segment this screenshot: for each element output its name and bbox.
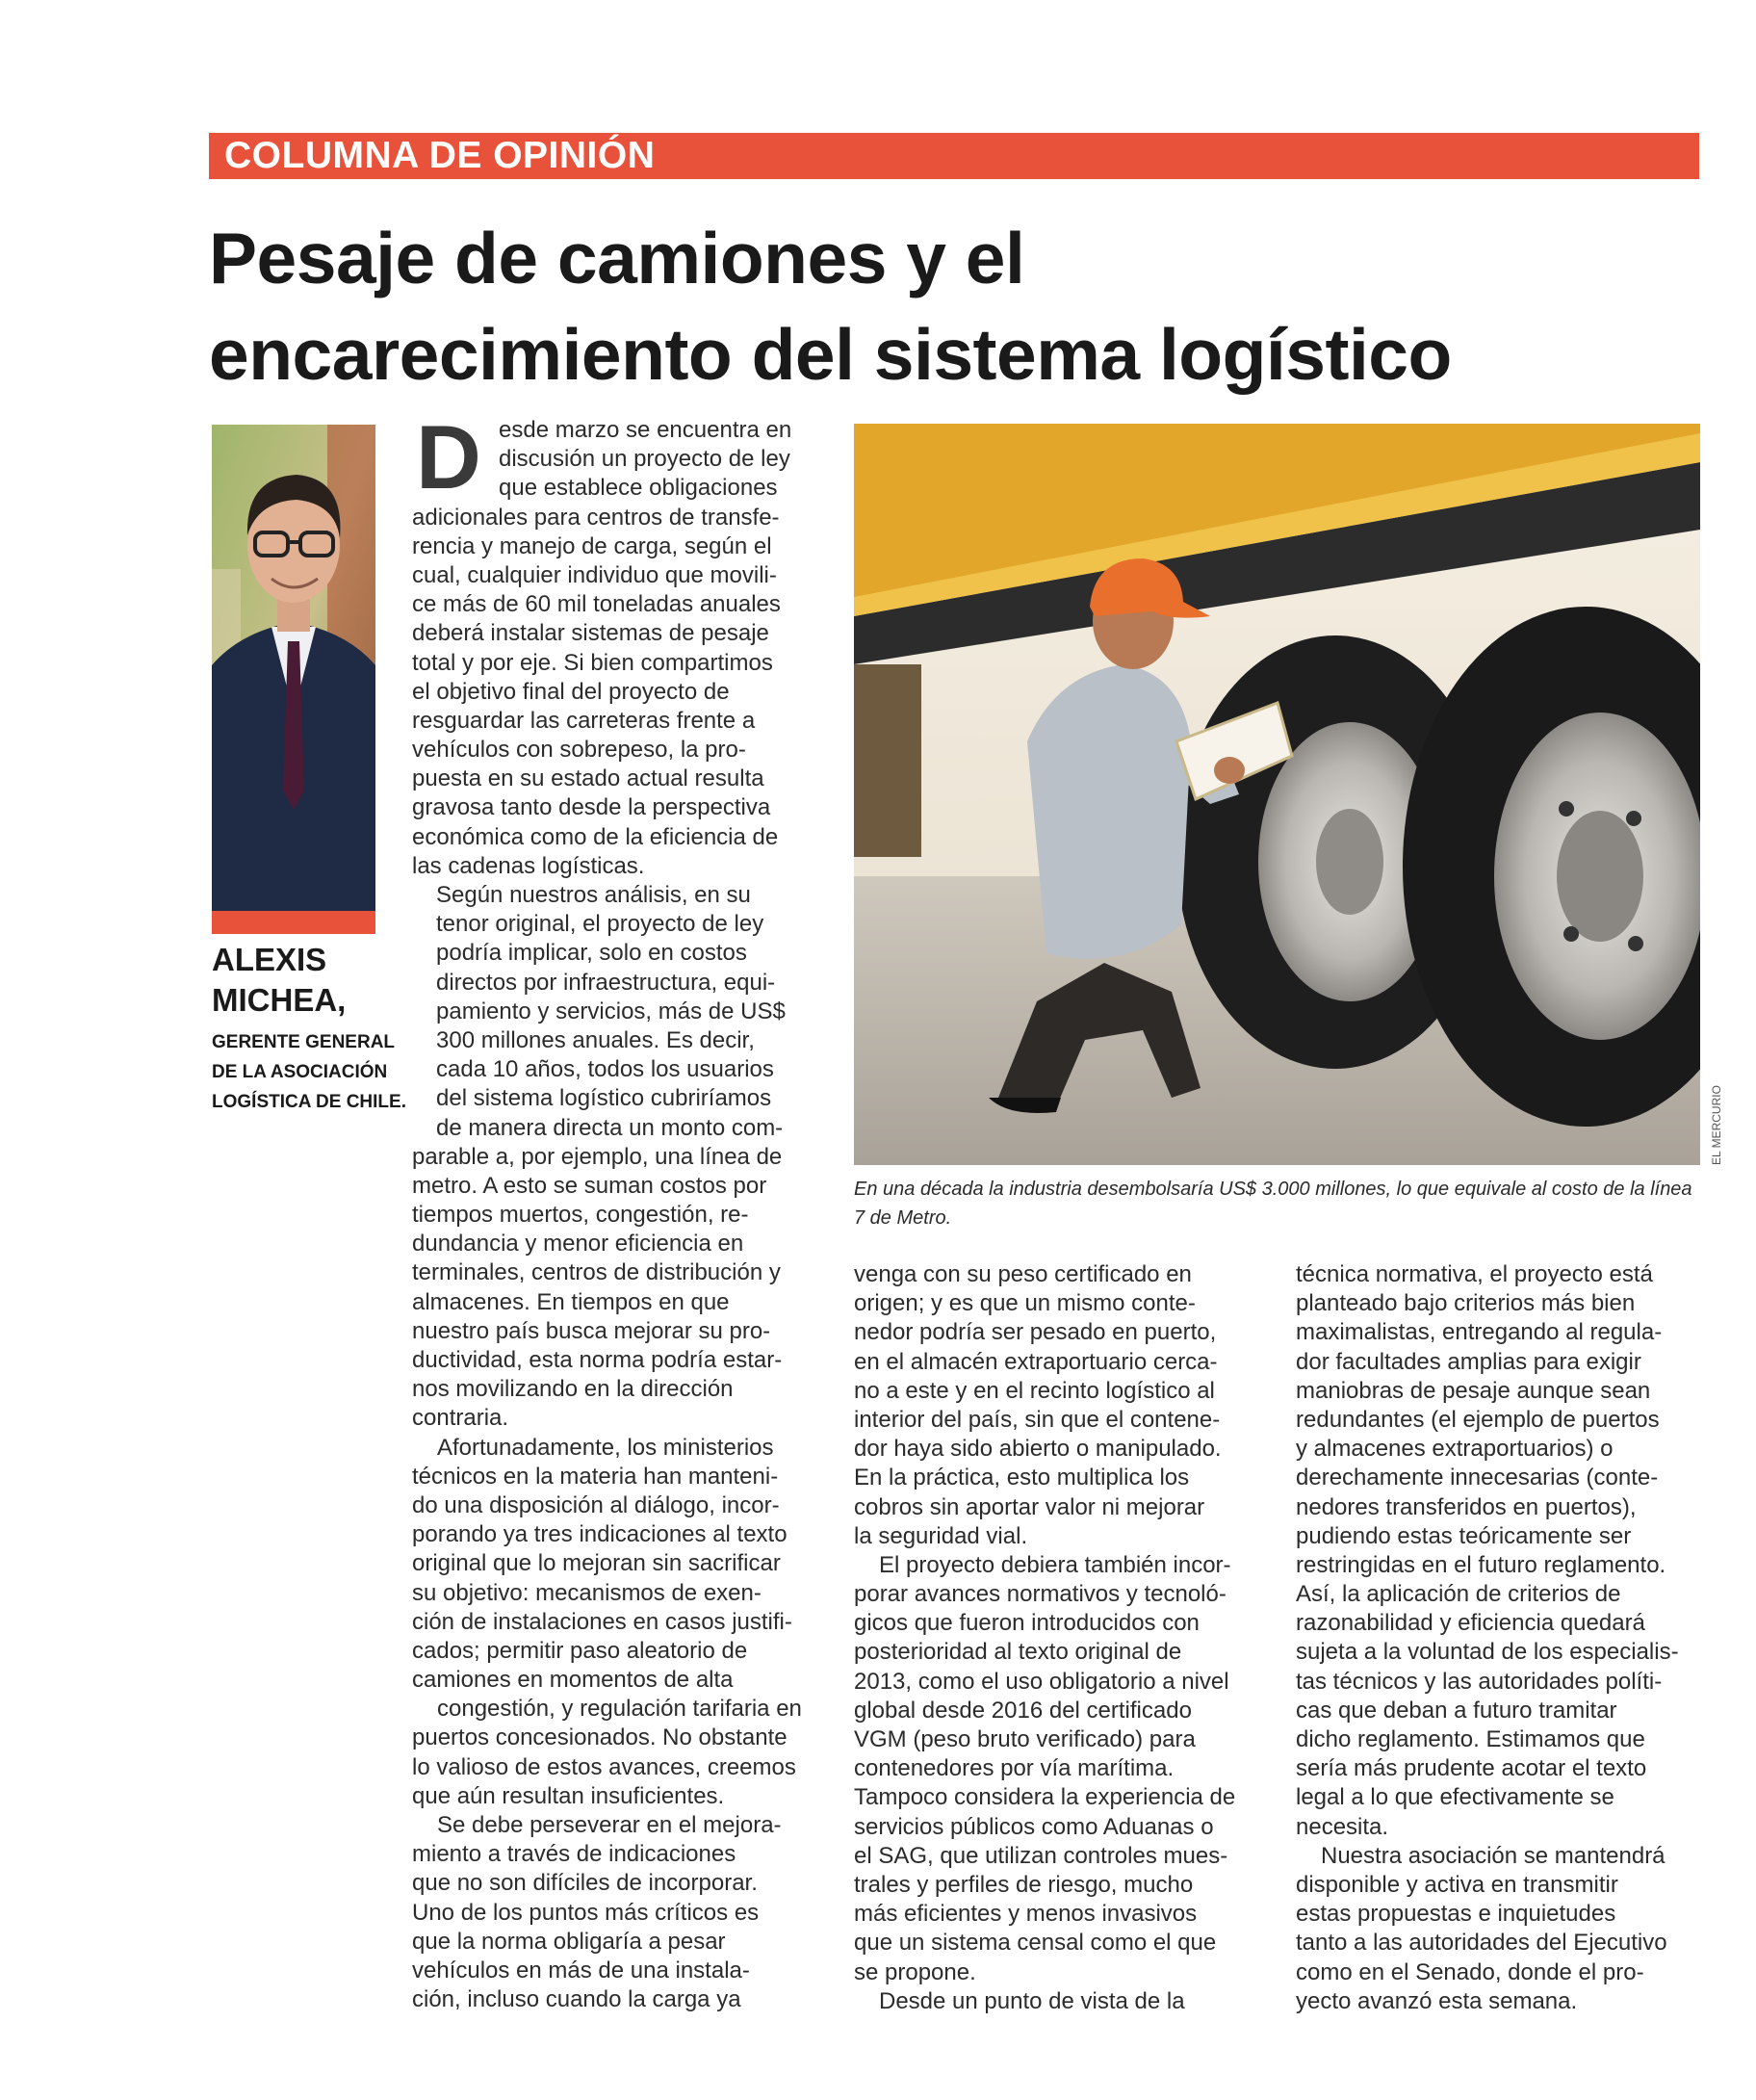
article-line: rencia y manejo de carga, según el (412, 532, 772, 559)
article-line: tiempos muertos, congestión, re- (412, 1202, 749, 1229)
article-line: cados; permitir paso aleatorio de (412, 1637, 748, 1664)
article-line: más eficientes y menos invasivos (854, 1901, 1198, 1928)
article-line: Desde un punto de vista de la (879, 1987, 1185, 2014)
photo-caption-line-1: En una década la industria desembolsaría US$ 3.000 millones, lo que equivale al costo de la línea (854, 1179, 1692, 1200)
article-line: podría implicar, solo en costos (436, 940, 747, 967)
article-line: servicios públicos como Aduanas o (854, 1813, 1214, 1840)
article-line: Se debe perseverar en el mejora- (437, 1812, 782, 1838)
article-line: nos movilizando en la dirección (412, 1376, 734, 1403)
article-line: cobros sin aportar valor ni mejorar (854, 1493, 1205, 1520)
article-line: derechamente innecesarias (conte- (1296, 1465, 1659, 1491)
author-name-line-1: ALEXIS (212, 942, 327, 977)
article-line: tanto a las autoridades del Ejecutivo (1296, 1930, 1667, 1957)
article-line: las cadenas logísticas. (412, 852, 645, 879)
article-line: total y por eje. Si bien compartimos (412, 649, 773, 676)
article-line: necesita. (1296, 1813, 1389, 1840)
article-line: pamiento y servicios, más de US$ (436, 998, 786, 1024)
article-line: gicos que fueron introducidos con (854, 1610, 1200, 1637)
article-line: camiones en momentos de alta (412, 1667, 734, 1694)
article-line: dor haya sido abierto o manipulado. (854, 1436, 1222, 1463)
article-line: maniobras de pesaje aunque sean (1296, 1377, 1651, 1404)
headline (209, 210, 1711, 402)
article-line: VGM (peso bruto verificado) para (854, 1726, 1196, 1752)
headline-line-2: encarecimiento del sistema logístico (209, 314, 1452, 395)
article-line: que la norma obligaría a pesar (412, 1928, 726, 1955)
article-line: el SAG, que utilizan controles mues- (854, 1842, 1228, 1869)
article-line: maximalistas, entregando al regula- (1296, 1319, 1663, 1346)
article-line: Uno de los puntos más críticos es (412, 1899, 760, 1926)
article-line: vehículos con sobrepeso, la pro- (412, 737, 746, 764)
article-line: dicho reglamento. Estimamos que (1296, 1726, 1645, 1752)
article-line: la seguridad vial. (854, 1522, 1028, 1549)
article-line: trales y perfiles de riesgo, mucho (854, 1871, 1194, 1898)
article-line: y almacenes extraportuarios) o (1296, 1436, 1614, 1463)
section-label: COLUMNA DE OPINIÓN (224, 135, 656, 176)
author-role-line-2: DE LA ASOCIACIÓN (212, 1062, 388, 1082)
article-line: contenedores por vía marítima. (854, 1755, 1175, 1782)
article-line: ción de instalaciones en casos justifi- (412, 1608, 792, 1635)
article-line: Según nuestros análisis, en su (436, 882, 751, 908)
article-line: 2013, como el uso obligatorio a nivel (854, 1668, 1229, 1695)
article-line: que no son difíciles de incorporar. (412, 1870, 758, 1897)
article-line: almacenes. En tiempos en que (412, 1288, 730, 1315)
article-line: su objetivo: mecanismos de exen- (412, 1579, 762, 1606)
article-line: tas técnicos y las autoridades políti- (1296, 1668, 1663, 1695)
article-line: razonabilidad y eficiencia quedará (1296, 1610, 1645, 1637)
article-line: global desde 2016 del certificado (854, 1697, 1192, 1724)
article-line: el objetivo final del proyecto de (412, 678, 730, 705)
article-line: puertos concesionados. No obstante (412, 1724, 788, 1751)
article-line: 300 millones anuales. Es decir, (436, 1026, 755, 1053)
article-line: porando ya tres indicaciones al texto (412, 1521, 788, 1548)
headline-line-1: Pesaje de camiones y el (209, 218, 1025, 298)
article-line: deberá instalar sistemas de pesaje (412, 620, 769, 647)
article-line: Tampoco considera la experiencia de (854, 1784, 1236, 1811)
article-line: sería más prudente acotar el texto (1296, 1755, 1647, 1782)
article-line: Afortunadamente, los ministerios (437, 1434, 774, 1461)
article-line: planteado bajo criterios más bien (1296, 1290, 1636, 1317)
article-line: tenor original, el proyecto de ley (436, 911, 764, 938)
drop-cap: D (416, 406, 481, 507)
article-column-3 (1296, 1260, 1679, 2016)
article-line: resguardar las carreteras frente a (412, 707, 756, 734)
article-line: yecto avanzó esta semana. (1296, 1987, 1578, 2014)
article-line: lo valioso de estos avances, creemos (412, 1753, 796, 1780)
article-line: nedor podría ser pesado en puerto, (854, 1319, 1217, 1346)
article-line: adicionales para centros de transfe- (412, 504, 780, 531)
author-name-line-2: MICHEA, (212, 982, 347, 1018)
article-line: contraria. (412, 1405, 509, 1432)
article-line: dor facultades amplias para exigir (1296, 1348, 1641, 1375)
article-line: ce más de 60 mil toneladas anuales (412, 591, 781, 618)
article-line: estas propuestas e inquietudes (1296, 1901, 1616, 1928)
article-line: miento a través de indicaciones (412, 1841, 736, 1868)
article-line: puesta en su estado actual resulta (412, 765, 764, 792)
article-line: original que lo mejoran sin sacrificar (412, 1550, 781, 1577)
article-line: como en el Senado, donde el pro- (1296, 1958, 1644, 1985)
article-line: En la práctica, esto multiplica los (854, 1465, 1190, 1491)
article-line: dundancia y menor eficiencia en (412, 1231, 744, 1257)
author-role-line-1: GERENTE GENERAL (212, 1032, 396, 1052)
article-line: metro. A esto se suman costos por (412, 1172, 767, 1199)
author-portrait (212, 425, 375, 911)
article-line: económica como de la eficiencia de (412, 823, 779, 850)
author-role-line-3: LOGÍSTICA DE CHILE. (212, 1092, 406, 1112)
article-line: esde marzo se encuentra en (499, 417, 792, 443)
article-line: directos por infraestructura, equi- (436, 969, 776, 996)
article-line: cas que deban a futuro tramitar (1296, 1697, 1617, 1724)
article-line: venga con su peso certificado en (854, 1261, 1192, 1287)
article-line: parable a, por ejemplo, una línea de (412, 1143, 783, 1170)
article-line: do una disposición al diálogo, incor- (412, 1491, 780, 1518)
author-role (212, 1027, 406, 1117)
article-line: cada 10 años, todos los usuarios (436, 1056, 774, 1083)
article-line: sujeta a la voluntad de los especialis- (1296, 1639, 1679, 1666)
article-line: disponible y activa en transmitir (1296, 1871, 1618, 1898)
article-line: ción, incluso cuando la carga ya (412, 1986, 741, 2013)
article-column-1 (412, 416, 802, 2014)
photo-credit: EL MERCURIO (1710, 1085, 1723, 1165)
article-line: El proyecto debiera también incor- (879, 1551, 1231, 1578)
article-line: nedores transferidos en puertos), (1296, 1493, 1637, 1520)
article-line: gravosa tanto desde la perspectiva (412, 794, 771, 821)
article-line: se propone. (854, 1958, 976, 1985)
article-line: técnicos en la materia han manteni- (412, 1463, 779, 1490)
article-line: vehículos en más de una instala- (412, 1957, 750, 1983)
article-line: origen; y es que un mismo conte- (854, 1290, 1196, 1317)
article-line: que aún resultan insuficientes. (412, 1782, 725, 1809)
article-line: interior del país, sin que el contene- (854, 1406, 1221, 1433)
article-line: porar avances normativos y tecnoló- (854, 1581, 1227, 1608)
article-column-2 (854, 1260, 1235, 2016)
article-line: posterioridad al texto original de (854, 1639, 1182, 1666)
article-line: de manera directa un monto com- (436, 1114, 784, 1141)
article-line: redundantes (el ejemplo de puertos (1296, 1406, 1660, 1433)
article-photo (854, 424, 1700, 1165)
article-line: cual, cualquier individuo que movili- (412, 561, 777, 588)
article-line: Así, la aplicación de criterios de (1296, 1581, 1621, 1608)
article-line: congestión, y regulación tarifaria en (437, 1696, 802, 1723)
article-line: nuestro país busca mejorar su pro- (412, 1317, 771, 1344)
article-line: ductividad, esta norma podría estar- (412, 1347, 783, 1373)
article-line: técnica normativa, el proyecto está (1296, 1261, 1653, 1287)
article-line: del sistema logístico cubriríamos (436, 1085, 772, 1112)
article-line: terminales, centros de distribución y (412, 1259, 781, 1286)
photo-caption (854, 1175, 1692, 1232)
article-line: que establece obligaciones (499, 475, 778, 502)
portrait-accent-bar (212, 911, 375, 934)
article-line: Nuestra asociación se mantendrá (1321, 1842, 1666, 1869)
article-line: discusión un proyecto de ley (499, 446, 790, 473)
article-line: no a este y en el recinto logístico al (854, 1377, 1215, 1404)
article-line: que un sistema censal como el que (854, 1930, 1217, 1957)
article-line: en el almacén extraportuario cerca- (854, 1348, 1218, 1375)
article-line: restringidas en el futuro reglamento. (1296, 1551, 1666, 1578)
article-line: pudiendo estas teóricamente ser (1296, 1522, 1632, 1549)
photo-caption-line-2: 7 de Metro. (854, 1207, 952, 1229)
article-line: legal a lo que efectivamente se (1296, 1784, 1614, 1811)
author-name (212, 940, 346, 1021)
